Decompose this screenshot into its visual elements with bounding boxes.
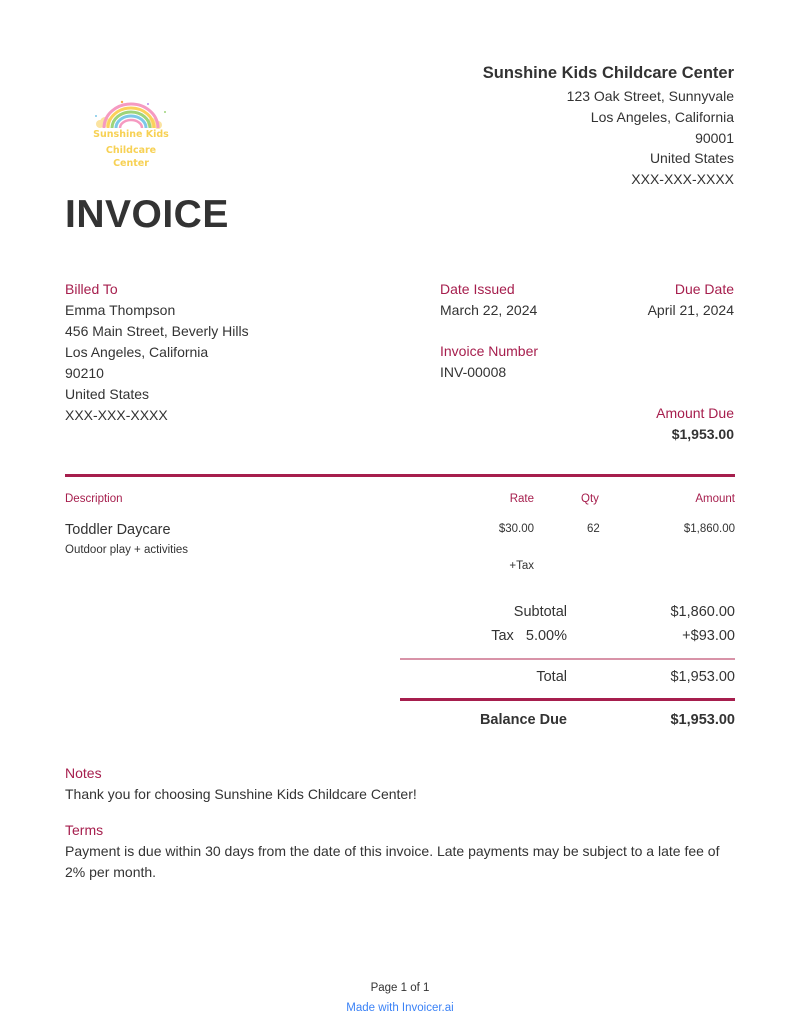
billed-to-line: United States bbox=[65, 386, 150, 402]
invoice-number-label: Invoice Number bbox=[440, 343, 539, 359]
company-logo bbox=[88, 98, 174, 169]
company-address-line: 123 Oak Street, Sunnyvale bbox=[566, 88, 734, 104]
tax-label-row bbox=[397, 628, 567, 644]
logo-text-line2: Childcare Center bbox=[105, 145, 157, 169]
total-value: $1,953.00 bbox=[670, 669, 735, 685]
company-address-line: 90001 bbox=[695, 129, 734, 146]
header-amount: Amount bbox=[695, 493, 735, 505]
page-number: Page 1 of 1 bbox=[370, 982, 430, 994]
invoice-number-section bbox=[440, 341, 538, 383]
company-address-line: Los Angeles, California bbox=[590, 108, 734, 125]
balance-divider bbox=[400, 698, 735, 701]
date-issued-label: Date Issued bbox=[440, 281, 515, 297]
item-amount: $1,860.00 bbox=[683, 523, 735, 535]
company-phone: XXX-XXX-XXXX bbox=[631, 171, 734, 188]
due-date-section bbox=[648, 279, 734, 321]
notes-section bbox=[65, 763, 735, 805]
date-issued-value: March 22, 2024 bbox=[440, 302, 538, 318]
terms-text: Payment is due within 30 days from the date of this invoice. Late payments may be subject to a late fee of 2% per month. bbox=[65, 843, 720, 880]
item-tax-flag: +Tax bbox=[509, 560, 534, 572]
amount-due-label: Amount Due bbox=[656, 405, 734, 421]
due-date-value: April 21, 2024 bbox=[647, 302, 734, 318]
company-name: Sunshine Kids Childcare Center bbox=[482, 64, 734, 82]
billed-to-line: Los Angeles, California bbox=[65, 344, 209, 360]
table-top-divider bbox=[65, 474, 735, 477]
invoice-title: INVOICE bbox=[65, 193, 229, 236]
tax-value: +$93.00 bbox=[682, 628, 735, 644]
date-issued-section bbox=[440, 279, 537, 321]
made-with-link[interactable]: Made with Invoicer.ai bbox=[346, 1002, 454, 1014]
subtotal-value: $1,860.00 bbox=[670, 604, 735, 620]
terms-label: Terms bbox=[65, 822, 104, 838]
billed-to-line: 456 Main Street, Beverly Hills bbox=[65, 323, 249, 339]
total-label: Total bbox=[536, 669, 567, 685]
rainbow-icon bbox=[88, 98, 174, 132]
billed-to-label: Billed To bbox=[65, 281, 118, 297]
tax-label: Tax bbox=[491, 628, 514, 644]
balance-due-label: Balance Due bbox=[479, 712, 567, 728]
header-description: Description bbox=[65, 493, 123, 505]
company-info bbox=[483, 62, 734, 190]
totals-divider bbox=[400, 658, 735, 660]
company-address-line: United States bbox=[649, 150, 734, 167]
due-date-label: Due Date bbox=[674, 281, 734, 297]
item-rate: $30.00 bbox=[498, 523, 534, 535]
billed-to-phone: XXX-XXX-XXXX bbox=[65, 407, 168, 423]
item-description: Toddler Daycare bbox=[65, 522, 171, 538]
notes-label: Notes bbox=[65, 765, 102, 781]
amount-due-value: $1,953.00 bbox=[671, 426, 734, 442]
header-rate: Rate bbox=[509, 493, 534, 505]
header-qty: Qty bbox=[581, 493, 599, 505]
billed-to-section bbox=[65, 279, 249, 426]
invoice-number-value: INV-00008 bbox=[440, 364, 507, 380]
billed-to-name: Emma Thompson bbox=[65, 302, 176, 318]
balance-due-value: $1,953.00 bbox=[670, 712, 735, 728]
subtotal-label: Subtotal bbox=[513, 604, 567, 620]
tax-rate: 5.00% bbox=[525, 628, 567, 644]
amount-due-section bbox=[656, 403, 734, 445]
logo-text-line1: Sunshine Kids bbox=[93, 129, 169, 140]
billed-to-line: 90210 bbox=[65, 365, 104, 381]
terms-section bbox=[65, 820, 735, 883]
item-detail: Outdoor play + activities bbox=[65, 544, 189, 556]
notes-text: Thank you for choosing Sunshine Kids Childcare Center! bbox=[65, 786, 417, 802]
item-qty: 62 bbox=[587, 523, 600, 535]
